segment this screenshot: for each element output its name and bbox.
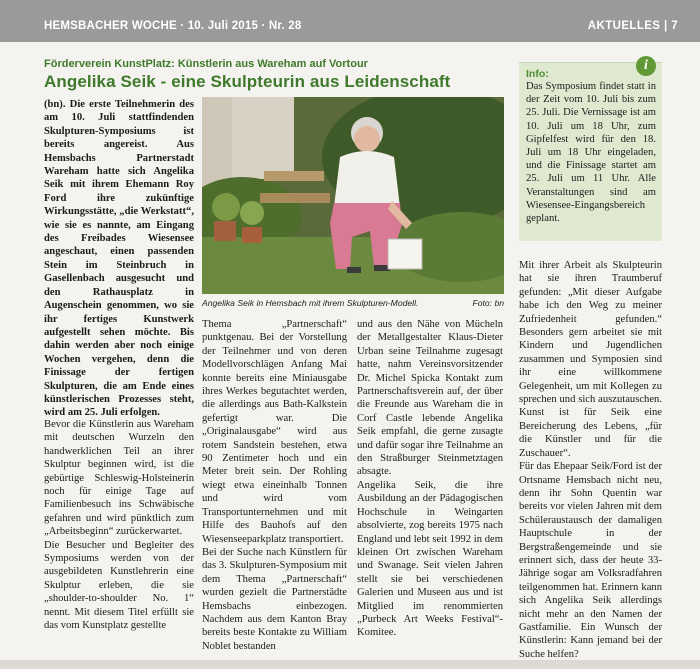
header-publication: HEMSBACHER WOCHE · 10. Juli 2015 · Nr. 28 (44, 20, 302, 32)
column-1-body (44, 418, 194, 633)
info-title: Info: (526, 68, 549, 80)
column-3-paragraph-1: und aus den Nähe von Mücheln der Metallgestalter Klaus-Dieter Urban seine Teilnahme zugesagt hatte, nahm Vereinsvorsitzender Dr. Michel Spicka Kontakt zum Partnerschaftsverein auf, der über die Freunde aus Wareham die in Corf Castle lebende Angelika Seik empfahl, die gerne zusagte und dafür sogar ihre Teilnahme an den Straßburger Steinmetztagen absagte. (357, 319, 503, 478)
column-2-paragraph-2: Bei der Suche nach Künstlern für das 3. Skulpturen-Symposium mit dem Thema „Partnerschaft“ wurden gezielt die Partnerstädte Hemsbachs einbezogen. Nachdem aus dem Kanton Bray bereits beste Kontakte zu William Noblet bestanden (202, 546, 347, 652)
article-lead (44, 98, 194, 420)
column-2-paragraph-1: Thema „Partnerschaft“ punktgenau. Bei der Vorstellung der Teilnehmer und von deren Modellvorschlägen Anfang Mai konnte bereits eine Miniausgabe ihres Werkes begutachtet werden, die allerdings aus Bath-Kalkstein gefertigt war. Die „Originalausgabe“ wird aus rotem Sandstein bestehen, etwa 90 Zentimeter hoch und ein Meter breit sein. Der Rohling wiegt etwa eineinhalb Tonnen und wird vom Transportunternehmen und mit Hilfe des Bauhofs auf den Wiesenseeparkplatz transportiert. (202, 319, 347, 545)
column-1-paragraph-1: Bevor die Künstlerin aus Wareham mit deutschen Wurzeln den handwerklichen Teil an ihrer Skulptur beginnen wird, ist die gebürtige Schleswig-Holsteinerin noch für einige Tage auf Familienbesuch ins Schwäbische gefahren und wird pünktlich zum „Arbeitsbeginn“ zurückerwartet. (44, 419, 194, 538)
info-text-block (526, 80, 656, 225)
page-header (0, 0, 700, 42)
article-headline: Angelika Seik - eine Skulpteurin aus Leidenschaft (44, 72, 451, 91)
column-1-paragraph-2: Die Besucher und Begleiter des Symposiums werden von der ausgebildeten Kunstlehrerin eine Skulptur erleben, die sie „shoulder-to-shoulder No. 1“ nennt. Mit diesem Titel erfüllt sie das vom Kunstplatz gestellte (44, 539, 194, 632)
photo-illustration (202, 97, 504, 294)
header-section: AKTUELLES | 7 (587, 20, 678, 32)
article-kicker: Förderverein KunstPlatz: Künstlerin aus Wareham auf Vortour (44, 58, 368, 70)
caption-text: Angelika Seik in Hemsbach mit ihrem Skulpturen-Modell. (202, 298, 419, 308)
photo-credit: Foto: bn (472, 298, 504, 308)
column-3-body (357, 318, 503, 640)
column-2-body (202, 318, 347, 653)
info-text: Das Symposium findet statt in der Zeit vom 10. Juli bis zum 25. Juli. Die Vernissage ist am 10. Juli um 18 Uhr, zum Gipfelfest wird für den 18. Juli um 18 Uhr eingeladen, und die Finissage startet am 25. Juli um 11 Uhr. Alle Veranstaltungen sind am Wiesensee-Eingangsbereich geplant. (526, 81, 656, 225)
page-bottom-strip (0, 660, 700, 669)
info-icon: i (636, 56, 656, 76)
article-photo (202, 97, 504, 294)
lead-paragraph: (bn). Die erste Teilnehmerin des am 10. Juli stattfindenden Skulpturen-Symposiums ist bereits angereist. Aus Hemsbachs Partnerstadt Wareham hatte sich Angelika Seik mit ihrem Ehemann Roy Ford ihre zukünftige Wirkungsstätte, „die Werkstatt“, wie sie es nannte, am Eingang des Freibades Wiesensee angeschaut, einen passenden Stein im Steinbruch in Gasellenbach ausgesucht und den Rathausplatz in Augenschein genommen, wo sie ihr fertiges Kunstwerk aufgestellt sehen möchte. Bis dahin werden aber noch einige Wochen vergehen, denn die Finissage der fertigen Skulpturen, die am Ende eines künstlerischen Prozesses steht, wird am 25. Juli erfolgen. (44, 99, 194, 419)
column-4-paragraph-2: Für das Ehepaar Seik/Ford ist der Ortsname Hemsbach nicht neu, denn ihr Sohn Quentin war bereits vor vielen Jahren mit dem Schüleraustausch der damaligen Hauptschule in der Bergstraßengemeinde und sie erinnert sich, dass der heute 33-Jährige sogar am Volksradfahren teilgenommen hat. Erinnern kann sich Angelika Seik allerdings nicht mehr an den Namen der Gastfamilie. Ein Wunsch der Künstlerin: Kann jemand bei der Suche helfen? (519, 461, 662, 660)
column-3-paragraph-2: Angelika Seik, die ihre Ausbildung an der Pädagogischen Hochschule in Weingarten absolvierte, zog bereits 1975 nach England und lebt seit 1992 in dem kleinen Ort zwischen Wareham und Swanage. Seit vielen Jahren stellt sie bei verschiedenen Galerien und Museen aus und ist Mitglied im renommierten „Purbeck Art Weeks Festival“-Komitee. (357, 479, 503, 639)
photo-caption (202, 298, 504, 308)
column-4-paragraph-1: Mit ihrer Arbeit als Skulpteurin hat sie ihren Traumberuf gefunden: „Mit dieser Aufgabe habe ich den Weg zu meiner Zufriedenheit gefunden.“ Besonders gern arbeitet sie mit Kindern und Jugendlichen zusammen und Symposien sind ihr eine willkommene Gelegenheit, um mit Kollegen zu sprechen und sich auszutauschen. Kunst ist für Seik eine Bereicherung des Lebens, „für die Künstler und für die Zuschauer“. (519, 260, 662, 459)
column-4-body (519, 259, 662, 661)
